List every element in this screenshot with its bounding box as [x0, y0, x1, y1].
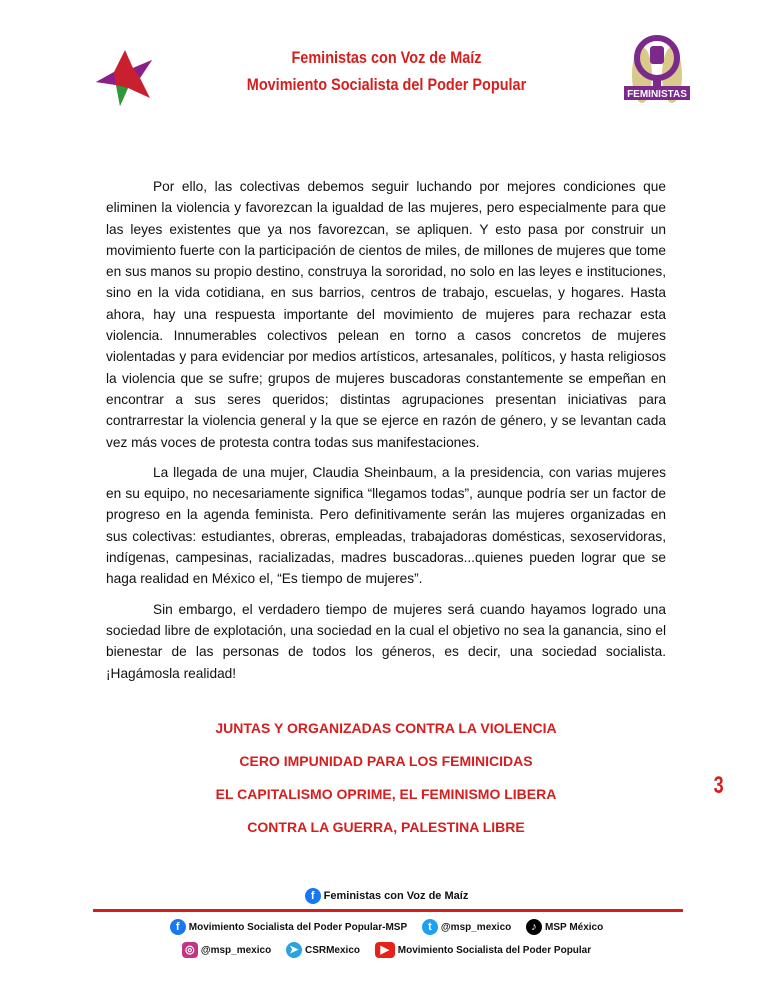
tiktok-icon: ♪ [526, 919, 542, 935]
social-link-tiktok[interactable] [526, 919, 603, 935]
social-label: @msp_mexico [200, 944, 272, 956]
social-link-youtube[interactable] [375, 942, 591, 958]
slogan: CERO IMPUNIDAD PARA LOS FEMINICIDAS [239, 753, 533, 769]
social-label: Movimiento Socialista del Poder Popular-MSP [188, 921, 408, 933]
paragraph: Sin embargo, el verdadero tiempo de mujeres será cuando hayamos logrado una sociedad libre de explotación, una sociedad en la cual el objetivo no sea la ganancia, sino el bienestar de las personas de todos los géneros, es decir, una sociedad socialista. ¡Hagámosla realidad! [106, 601, 666, 681]
slogan: JUNTAS Y ORGANIZADAS CONTRA LA VIOLENCIA [215, 720, 557, 736]
msp-star-logo [80, 30, 170, 120]
slogans [106, 712, 666, 844]
social-link-twitter[interactable] [422, 919, 511, 935]
slogan: EL CAPITALISMO OPRIME, EL FEMINISMO LIBERA [215, 786, 557, 802]
facebook-icon: f [170, 919, 186, 935]
youtube-icon: ▶ [375, 942, 395, 958]
social-label: Movimiento Socialista del Poder Popular [397, 944, 592, 956]
body-text [106, 176, 666, 693]
svg-text:FEMINISTAS: FEMINISTAS [627, 89, 687, 100]
header-title-line2: Movimiento Socialista del Poder Popular [246, 75, 527, 94]
social-link-facebook[interactable] [170, 919, 407, 935]
telegram-icon: ➤ [286, 942, 302, 958]
instagram-icon: ◎ [182, 942, 198, 958]
social-link-telegram[interactable] [286, 942, 360, 958]
footer-facebook-label: Feministas con Voz de Maíz [323, 890, 469, 902]
footer-social-row-1 [0, 919, 773, 935]
social-label: CSRMexico [304, 944, 360, 956]
footer-social-row-2 [0, 942, 773, 958]
twitter-icon: t [422, 919, 438, 935]
footer-divider [93, 909, 683, 912]
paragraph: Por ello, las colectivas debemos seguir luchando por mejores condiciones que eliminen la violencia y favorezcan la igualdad de las mujeres, pero especialmente para que las leyes existentes que ya nos favorezcan, se apliquen. Y esto pasa por construir un movimiento fuerte con la participación de cientos de miles, de millones de mujeres que tome en sus manos su propio destino, construya la sororidad, no solo en las leyes e instituciones, sino en la vida cotidiana, en sus barrios, centros de trabajo, escuelas, y hogares. Hasta ahora, hay una respuesta importante del movimiento de mujeres para rechazar esta violencia. Innumerables colectivos pelean en torno a casos concretos de mujeres violentadas y para evidenciar por medios artísticos, artesanales, políticos, y hasta religiosos la violencia que se sufre; grupos de mujeres buscadoras constantemente se empeñan en encontrar a sus seres queridos; distintas agrupaciones presentan iniciativas para contrarrestar la violencia general y la que se ejerce en razón de género, y se levantan cada vez más voces de protesta contra todas sus manifestaciones. [106, 179, 666, 450]
slogan: CONTRA LA GUERRA, PALESTINA LIBRE [247, 819, 525, 835]
header-title [228, 44, 545, 98]
facebook-icon: f [305, 888, 321, 904]
page-number: 3 [713, 772, 724, 799]
header-title-line1: Feministas con Voz de Maíz [291, 48, 482, 67]
social-label: @msp_mexico [440, 921, 512, 933]
paragraph: La llegada de una mujer, Claudia Sheinbaum, a la presidencia, con varias mujeres en su equipo, no necesariamente significa “llegamos todas”, aunque podría ser un factor de progreso en la agenda feminista. Pero definitivamente serán las mujeres organizadas en sus colectivas: estudiantes, obreras, empleadas, trabajadoras domésticas, sexoservidoras, indígenas, campesinas, racializadas, madres buscadoras...quienes pueden lograr que se haga realidad en México el, “Es tiempo de mujeres”. [106, 464, 666, 587]
feministas-logo [612, 30, 702, 120]
social-label: MSP México [545, 921, 604, 933]
footer-facebook[interactable] [0, 888, 773, 904]
social-link-instagram[interactable] [182, 942, 271, 958]
